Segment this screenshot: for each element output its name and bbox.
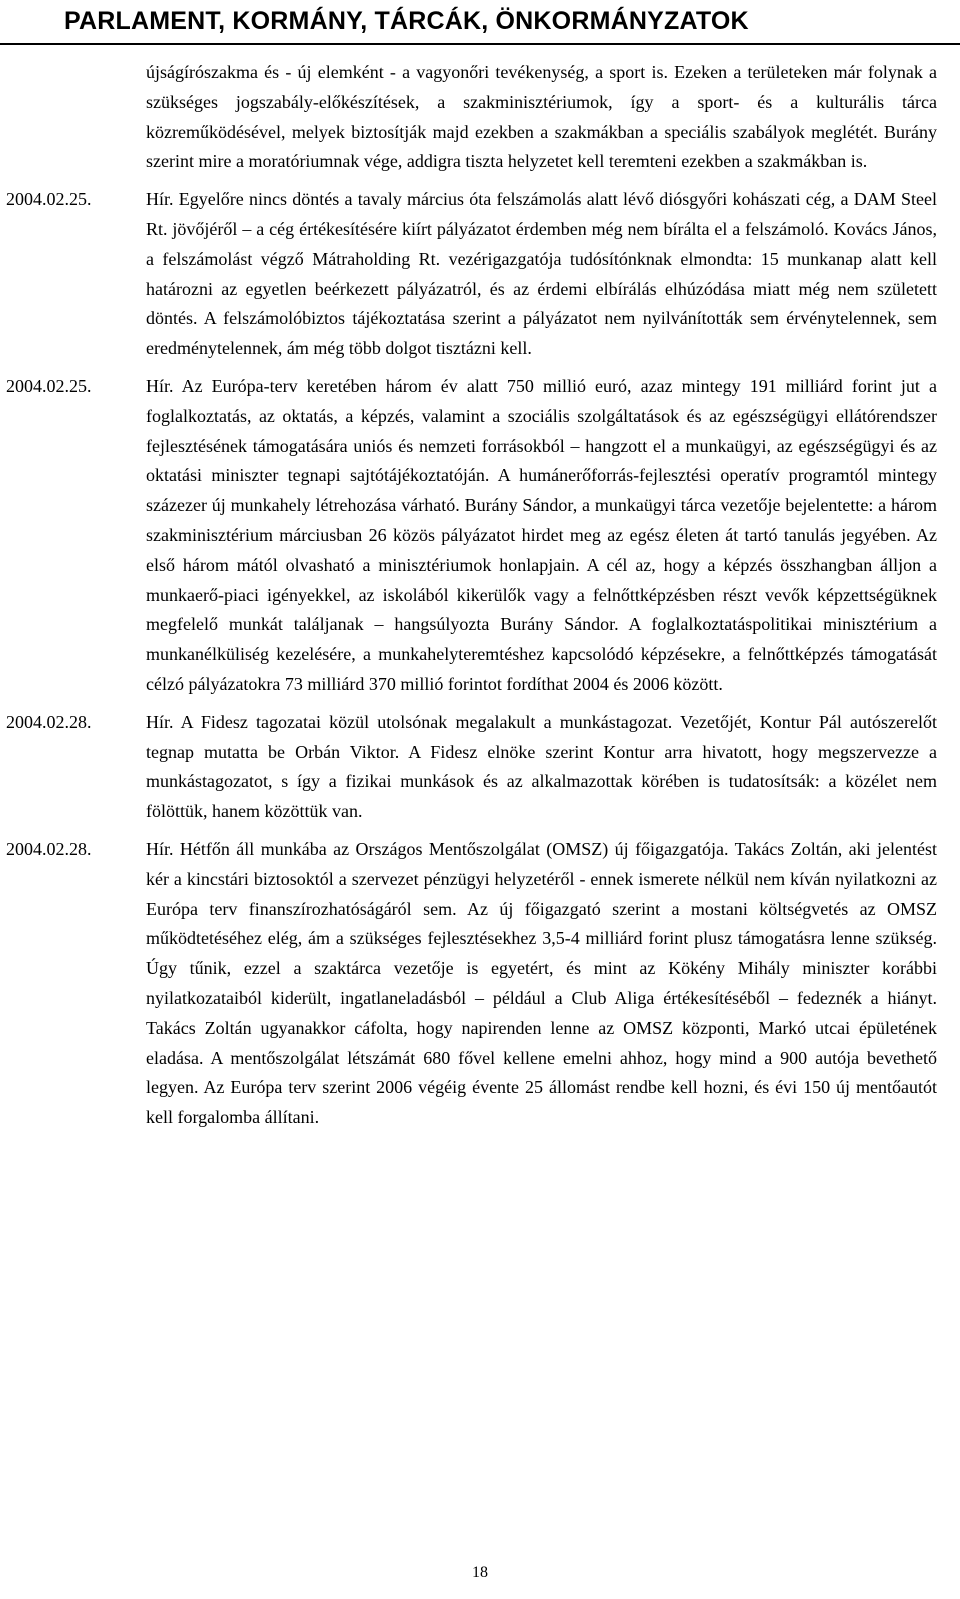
entry-text: újságírószakma és - új elemként - a vagyonőri tevékenység, a sport is. Ezeken a területeken már folynak a szükséges jogszabály-előkészítések, a szakminisztériumok, így a sport- és a kulturális tárca közreműködésével, melyek biztosítják majd ezekben a szakmákban a speciális szabályok meglétét. Burány szerint mire a moratóriumnak vége, addigra tiszta helyzetet kell teremteni ezekben a szakmákban is. [146, 62, 937, 172]
entry-date: 2004.02.25. [6, 189, 92, 210]
entry-date: 2004.02.25. [6, 375, 92, 396]
page-header-title: PARLAMENT, KORMÁNY, TÁRCÁK, ÖNKORMÁNYZATOK [64, 7, 749, 35]
news-entry [0, 58, 960, 177]
news-entry [0, 372, 960, 700]
header-divider [0, 43, 960, 45]
news-entry [0, 185, 960, 364]
page-number: 18 [472, 1564, 488, 1581]
news-entry [0, 835, 960, 1133]
entry-text: Hír. Egyelőre nincs döntés a tavaly március óta felszámolás alatt lévő diósgyőri kohászati cég, a DAM Steel Rt. jövőjéről – a cég értékesítésére kiírt pályázatot érdemben még nem bírálta el a felszámoló. Kovács János, a felszámolást végző Mátraholding Rt. vezérigazgatója tudósítónknak elmondta: 15 munkanap alatt kell határozni az egyetlen beérkezett pályázatról, és az érdemi elbírálás elhúzódása miatt még nem született döntés. A felszámolóbiztos tájékoztatása szerint a pályázatot nem nyilvánították sem érvénytelennek, sem eredménytelennek, ám még több dolgot tisztázni kell. [146, 189, 937, 359]
document-body [0, 58, 960, 1133]
entry-text: Hír. Hétfőn áll munkába az Országos Mentőszolgálat (OMSZ) új főigazgatója. Takács Zoltán, aki jelentést kér a kincstári biztosoktól a szervezet pénzügyi helyzetéről - ennek ismerete nélkül nem kíván nyilatkozni az Európa terv finanszírozhatóságáról sem. Az új főigazgató szerint a mostani költségvetés az OMSZ működtetéséhez elég, ám a szükséges fejlesztésekhez 3,5-4 milliárd forint plusz támogatásra lenne szükség. Úgy tűnik, ezzel a szaktárca vezetője is egyetért, és mint az Kökény Mihály miniszter korábbi nyilatkozataiból kiderült, ingatlaneladásból – például a Club Aliga értékesítéséből – fedeznék a hiányt. Takács Zoltán ugyanakkor cáfolta, hogy napirenden lenne az OMSZ központi, Markó utcai épületének eladása. A mentőszolgálat létszámát 680 fővel kellene emelni ahhoz, hogy mind a 900 autója bevethető legyen. Az Európa terv szerint 2006 végéig évente 25 állomást rendbe kell hozni, és évi 150 új mentőautót kell forgalomba állítani. [146, 838, 937, 1128]
entry-text: Hír. A Fidesz tagozatai közül utolsónak megalakult a munkástagozat. Vezetőjét, Kontur Pál autószerelőt tegnap mutatta be Orbán Viktor. A Fidesz elnöke szerint Kontur arra hivatott, hogy megszervezze a munkástagozatot, s így a fizikai munkások és az alkalmazottak körében is tudatosítsák: a közélet nem fölöttük, hanem közöttük van. [146, 711, 937, 822]
entry-text: Hír. Az Európa-terv keretében három év alatt 750 millió euró, azaz mintegy 191 milliárd forint jut a foglalkoztatás, az oktatás, a képzés, valamint a szociális szolgáltatások és az egészségügyi ellátórendszer fejlesztésének támogatására uniós és nemzeti forrásokból – hangzott el a munkaügyi, az egészségügyi és az oktatási miniszter tegnapi sajtótájékoztatóján. A humánerőforrás-fejlesztési operatív programtól mintegy százezer új munkahely létrehozása várható. Burány Sándor, a munkaügyi tárca vezetője bejelentette: a három szakminisztérium márciusban 26 közös pályázatot hirdet meg az egész életen át tartó tanulás jegyében. Az első három mától olvasható a minisztériumok honlapjain. A cél az, hogy a képzés összhangban álljon a munkaerő-piaci igényekkel, az iskolából kikerülők vagy a felnőttképzésben részt vevők képzettségüknek megfelelő munkát találjanak – hangsúlyozta Burány Sándor. A foglalkoztatáspolitikai minisztérium a munkanélküliség kezelésére, a munkahelyteremtéshez kapcsolódó képzésekre, a felnőttképzés támogatását célzó pályázatokra 73 milliárd 370 millió forintot fordíthat 2004 és 2006 között. [146, 375, 937, 694]
news-entry [0, 708, 960, 827]
page-header [0, 2, 960, 42]
entry-date: 2004.02.28. [6, 711, 92, 732]
entry-date: 2004.02.28. [6, 838, 92, 859]
